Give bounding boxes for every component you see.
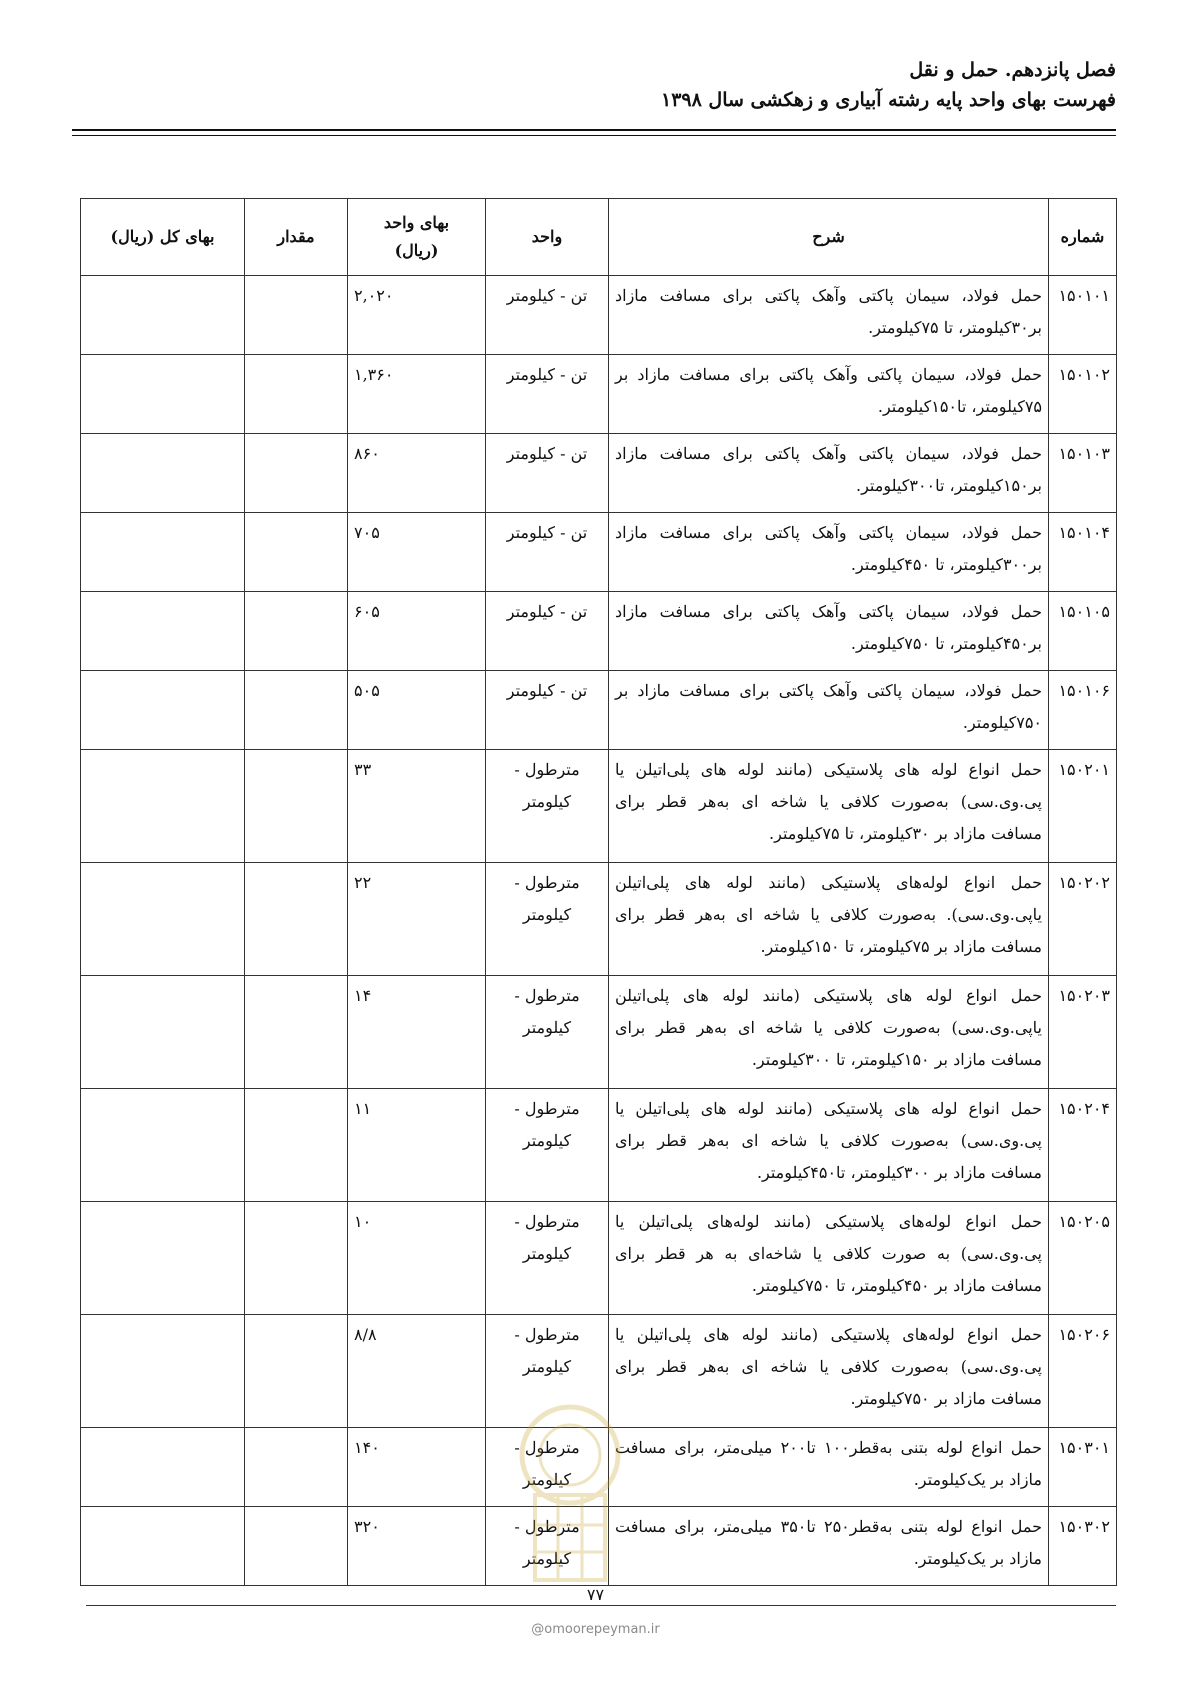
table-row <box>81 1315 1117 1428</box>
header-description: شرح <box>609 199 1049 276</box>
header-total-price: بهای کل (ریال) <box>81 199 245 276</box>
header-unit-price-currency: (ریال) <box>394 241 439 260</box>
item-description: حمل انواع لوله های پلاستیکی (مانند لوله های پلی‌اتیلن یاپی.وی.سی) به‌صورت کلافی یا شاخه ای به‌هر قطر برای مسافت مازاد بر ۱۵۰کیلومتر، تا ۳۰۰کیلومتر. <box>609 976 1049 1089</box>
item-total-price <box>81 355 245 434</box>
item-total-price <box>81 750 245 863</box>
item-total-price <box>81 276 245 355</box>
item-code: ۱۵۰۱۰۳ <box>1049 434 1117 513</box>
item-code: ۱۵۰۳۰۱ <box>1049 1428 1117 1507</box>
item-total-price <box>81 1089 245 1202</box>
item-unit: مترطول - کیلومتر <box>486 750 609 863</box>
item-quantity <box>245 434 348 513</box>
item-unit: مترطول - کیلومتر <box>486 1507 609 1586</box>
item-quantity <box>245 1202 348 1315</box>
item-unit-price: ۲۲ <box>348 863 486 976</box>
item-code: ۱۵۰۱۰۲ <box>1049 355 1117 434</box>
table-header-row <box>81 199 1117 276</box>
website-watermark: @omoorepeyman.ir <box>531 1622 660 1637</box>
item-code: ۱۵۰۱۰۵ <box>1049 592 1117 671</box>
item-unit: تن - کیلومتر <box>486 276 609 355</box>
item-code: ۱۵۰۲۰۲ <box>1049 863 1117 976</box>
item-unit: مترطول - کیلومتر <box>486 1315 609 1428</box>
page-header <box>72 55 1116 115</box>
item-code: ۱۵۰۱۰۶ <box>1049 671 1117 750</box>
item-description: حمل فولاد، سیمان پاکتی وآهک پاکتی برای مسافت مازاد بر ۷۵کیلومتر، تا۱۵۰کیلومتر. <box>609 355 1049 434</box>
table-row <box>81 1507 1117 1586</box>
item-unit: تن - کیلومتر <box>486 671 609 750</box>
item-unit-price: ۱۴۰ <box>348 1428 486 1507</box>
item-total-price <box>81 1507 245 1586</box>
table-row <box>81 355 1117 434</box>
item-code: ۱۵۰۱۰۱ <box>1049 276 1117 355</box>
item-total-price <box>81 863 245 976</box>
item-quantity <box>245 976 348 1089</box>
item-code: ۱۵۰۲۰۱ <box>1049 750 1117 863</box>
header-unit: واحد <box>486 199 609 276</box>
table-row <box>81 863 1117 976</box>
header-rule-thin <box>72 135 1116 136</box>
item-unit: مترطول - کیلومتر <box>486 1428 609 1507</box>
item-total-price <box>81 1428 245 1507</box>
item-total-price <box>81 1315 245 1428</box>
table-row <box>81 434 1117 513</box>
item-unit-price: ۸۶۰ <box>348 434 486 513</box>
item-description: حمل انواع لوله های پلاستیکی (مانند لوله های پلی‌اتیلن یا پی.وی.سی) به‌صورت کلافی یا شاخه ای به‌هر قطر برای مسافت مازاد بر ۳۰کیلومتر، تا ۷۵کیلومتر. <box>609 750 1049 863</box>
page-number: ۷۷ <box>586 1585 605 1604</box>
item-description: حمل فولاد، سیمان پاکتی وآهک پاکتی برای مسافت مازاد بر۳۰کیلومتر، تا ۷۵کیلومتر. <box>609 276 1049 355</box>
header-code: شماره <box>1049 199 1117 276</box>
item-code: ۱۵۰۲۰۵ <box>1049 1202 1117 1315</box>
footer-rule <box>86 1605 1116 1606</box>
item-description: حمل انواع لوله بتنی به‌قطر۲۵۰ تا۳۵۰ میلی‌متر، برای مسافت مازاد بر یک‌کیلومتر. <box>609 1507 1049 1586</box>
item-unit-price: ۱,۳۶۰ <box>348 355 486 434</box>
item-description: حمل انواع لوله های پلاستیکی (مانند لوله های پلی‌اتیلن یا پی.وی.سی) به‌صورت کلافی یا شاخه ای به‌هر قطر برای مسافت مازاد بر ۳۰۰کیلومتر، تا۴۵۰کیلومتر. <box>609 1089 1049 1202</box>
item-total-price <box>81 513 245 592</box>
item-unit-price: ۲,۰۲۰ <box>348 276 486 355</box>
table-row <box>81 1089 1117 1202</box>
item-quantity <box>245 592 348 671</box>
item-quantity <box>245 1089 348 1202</box>
document-title: فهرست بهای واحد پایه رشته آبیاری و زهکشی سال ۱۳۹۸ <box>660 89 1116 111</box>
item-unit-price: ۸/۸ <box>348 1315 486 1428</box>
item-code: ۱۵۰۳۰۲ <box>1049 1507 1117 1586</box>
item-code: ۱۵۰۲۰۳ <box>1049 976 1117 1089</box>
item-unit: تن - کیلومتر <box>486 355 609 434</box>
item-description: حمل انواع لوله بتنی به‌قطر۱۰۰ تا۲۰۰ میلی‌متر، برای مسافت مازاد بر یک‌کیلومتر. <box>609 1428 1049 1507</box>
item-unit: مترطول - کیلومتر <box>486 1089 609 1202</box>
table-row <box>81 592 1117 671</box>
table-row <box>81 1428 1117 1507</box>
item-unit: تن - کیلومتر <box>486 592 609 671</box>
item-unit: تن - کیلومتر <box>486 434 609 513</box>
item-quantity <box>245 1315 348 1428</box>
item-code: ۱۵۰۲۰۴ <box>1049 1089 1117 1202</box>
table-row <box>81 671 1117 750</box>
item-description: حمل فولاد، سیمان پاکتی وآهک پاکتی برای مسافت مازاد بر۳۰۰کیلومتر، تا ۴۵۰کیلومتر. <box>609 513 1049 592</box>
table-row <box>81 750 1117 863</box>
item-unit-price: ۵۰۵ <box>348 671 486 750</box>
item-quantity <box>245 513 348 592</box>
item-unit: مترطول - کیلومتر <box>486 1202 609 1315</box>
item-quantity <box>245 1428 348 1507</box>
item-total-price <box>81 1202 245 1315</box>
price-list-table <box>80 198 1117 1586</box>
item-total-price <box>81 592 245 671</box>
item-description: حمل فولاد، سیمان پاکتی وآهک پاکتی برای مسافت مازاد بر۱۵۰کیلومتر، تا۳۰۰کیلومتر. <box>609 434 1049 513</box>
item-code: ۱۵۰۲۰۶ <box>1049 1315 1117 1428</box>
item-description: حمل انواع لوله‌های پلاستیکی (مانند لوله‌های پلی‌اتیلن یا پی.وی.سی) به صورت کلافی یا شاخه‌ای به هر قطر برای مسافت مازاد بر ۴۵۰کیلومتر، تا ۷۵۰کیلومتر. <box>609 1202 1049 1315</box>
header-rule-thick <box>72 129 1116 131</box>
item-unit-price: ۱۴ <box>348 976 486 1089</box>
item-unit: مترطول - کیلومتر <box>486 976 609 1089</box>
item-code: ۱۵۰۱۰۴ <box>1049 513 1117 592</box>
item-unit-price: ۱۱ <box>348 1089 486 1202</box>
item-description: حمل فولاد، سیمان پاکتی وآهک پاکتی برای مسافت مازاد بر ۷۵۰کیلومتر. <box>609 671 1049 750</box>
item-unit-price: ۳۳ <box>348 750 486 863</box>
item-total-price <box>81 671 245 750</box>
item-description: حمل انواع لوله‌های پلاستیکی (مانند لوله های پلی‌اتیلن یاپی.وی.سی). به‌صورت کلافی یا شاخه ای به‌هر قطر برای مسافت مازاد بر ۷۵کیلومتر، تا ۱۵۰کیلومتر. <box>609 863 1049 976</box>
item-description: حمل فولاد، سیمان پاکتی وآهک پاکتی برای مسافت مازاد بر۴۵۰کیلومتر، تا ۷۵۰کیلومتر. <box>609 592 1049 671</box>
header-unit-price <box>348 199 486 276</box>
item-quantity <box>245 276 348 355</box>
item-unit-price: ۱۰ <box>348 1202 486 1315</box>
table-row <box>81 976 1117 1089</box>
item-unit-price: ۳۲۰ <box>348 1507 486 1586</box>
item-total-price <box>81 434 245 513</box>
item-unit: تن - کیلومتر <box>486 513 609 592</box>
chapter-title: فصل پانزدهم. حمل و نقل <box>909 59 1116 81</box>
table-row <box>81 276 1117 355</box>
item-unit: مترطول - کیلومتر <box>486 863 609 976</box>
item-unit-price: ۶۰۵ <box>348 592 486 671</box>
item-quantity <box>245 1507 348 1586</box>
item-quantity <box>245 671 348 750</box>
header-unit-price-label: بهای واحد <box>383 213 450 232</box>
item-unit-price: ۷۰۵ <box>348 513 486 592</box>
header-quantity: مقدار <box>245 199 348 276</box>
item-quantity <box>245 355 348 434</box>
item-total-price <box>81 976 245 1089</box>
item-quantity <box>245 863 348 976</box>
item-quantity <box>245 750 348 863</box>
table-row <box>81 513 1117 592</box>
item-description: حمل انواع لوله‌های پلاستیکی (مانند لوله های پلی‌اتیلن یا پی.وی.سی) به‌صورت کلافی یا شاخه ای به‌هر قطر برای مسافت مازاد بر ۷۵۰کیلومتر. <box>609 1315 1049 1428</box>
table-row <box>81 1202 1117 1315</box>
